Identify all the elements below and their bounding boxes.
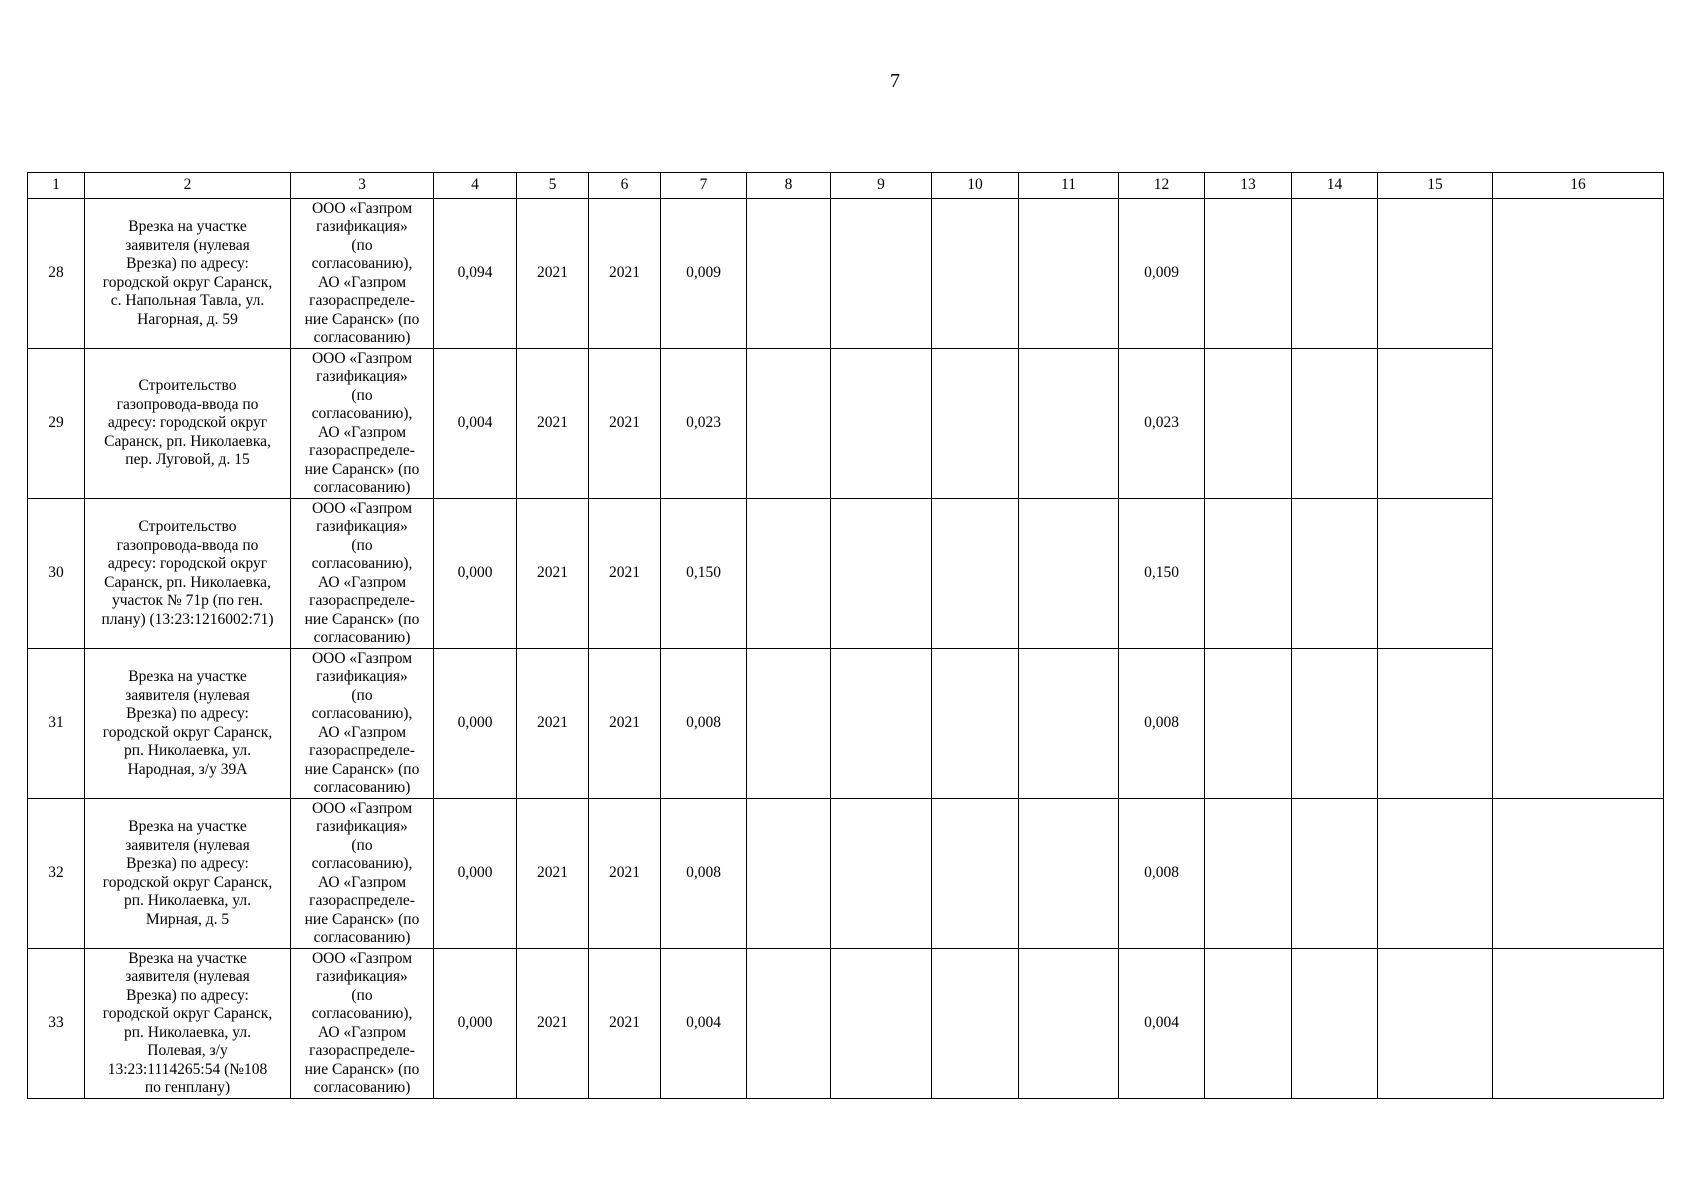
empty-cell	[1205, 949, 1292, 1099]
executor-cell-line: (по	[351, 386, 373, 404]
value-cell: 0,004	[661, 949, 747, 1099]
column-header: 3	[291, 173, 434, 199]
empty-cell	[1292, 949, 1378, 1099]
table-row	[28, 949, 1664, 1099]
empty-cell	[831, 499, 932, 649]
start-year-cell: 2021	[517, 949, 589, 1099]
end-year-cell: 2021	[589, 199, 661, 349]
object-cell-line: рп. Николаевка, ул.	[124, 742, 251, 759]
executor-cell-line: газораспределе-	[309, 592, 415, 609]
empty-cell	[1493, 799, 1664, 949]
empty-cell	[831, 799, 932, 949]
object-cell	[85, 199, 291, 349]
executor-cell-line: ООО «Газпром	[311, 799, 413, 817]
column-header: 12	[1119, 173, 1205, 199]
executor-cell-line: ние Саранск» (по	[304, 1060, 420, 1078]
column-header: 9	[831, 173, 932, 199]
object-cell	[85, 499, 291, 649]
executor-cell-line: ООО «Газпром	[311, 649, 413, 667]
empty-cell	[932, 799, 1019, 949]
object-cell-line: заявителя (нулевая	[125, 686, 250, 704]
executor-cell-line: АО «Газпром	[317, 573, 407, 591]
executor-cell-line: газораспределе-	[309, 892, 415, 909]
empty-cell	[932, 949, 1019, 1099]
empty-cell	[1292, 499, 1378, 649]
empty-cell	[1205, 499, 1292, 649]
column-header: 2	[85, 173, 291, 199]
object-cell	[85, 949, 291, 1099]
executor-cell-line: газификация»	[316, 818, 408, 835]
empty-cell	[831, 199, 932, 349]
empty-cell	[1019, 799, 1119, 949]
executor-cell-line: согласованию),	[311, 405, 413, 422]
executor-cell-line: согласованию),	[311, 255, 413, 272]
start-year-cell: 2021	[517, 499, 589, 649]
object-cell-line: Саранск, рп. Николаевка,	[104, 432, 271, 450]
object-cell	[85, 799, 291, 949]
executor-cell-line: АО «Газпром	[317, 273, 407, 291]
value-cell: 0,008	[661, 799, 747, 949]
executor-cell-line: ние Саранск» (по	[304, 460, 420, 478]
executor-cell-line: согласованию),	[311, 1005, 413, 1022]
empty-cell	[747, 499, 831, 649]
object-cell-line: Строительство	[138, 377, 237, 395]
object-cell-line: городской округ Саранск,	[102, 873, 273, 891]
object-cell-line: газопровода-ввода по	[116, 395, 259, 413]
executor-cell-line: (по	[351, 236, 373, 254]
start-year-cell: 2021	[517, 649, 589, 799]
object-cell-line: городской округ Саранск,	[102, 723, 273, 741]
object-cell-line: 13:23:1114265:54 (№108	[107, 1060, 268, 1078]
executor-cell	[291, 499, 434, 649]
empty-cell	[1019, 949, 1119, 1099]
row-number-cell: 29	[28, 349, 85, 499]
object-cell-line: Полевая, з/у	[147, 1042, 228, 1059]
table-row	[28, 499, 1664, 649]
empty-cell	[1205, 649, 1292, 799]
table-row	[28, 199, 1664, 349]
value-cell: 0,008	[1119, 799, 1205, 949]
column-header: 6	[589, 173, 661, 199]
value-cell: 0,009	[661, 199, 747, 349]
executor-cell-line: ние Саранск» (по	[304, 610, 420, 628]
object-cell-line: Врезка) по адресу:	[126, 705, 249, 722]
executor-cell-line: газификация»	[316, 218, 408, 235]
table-row	[28, 799, 1664, 949]
executor-cell-line: АО «Газпром	[317, 1023, 407, 1041]
empty-cell	[1493, 949, 1664, 1099]
empty-cell	[1205, 349, 1292, 499]
header-row	[28, 173, 1664, 199]
object-cell	[85, 349, 291, 499]
executor-cell-line: газораспределе-	[309, 442, 415, 459]
object-cell-line: рп. Николаевка, ул.	[124, 1023, 251, 1041]
column-header: 8	[747, 173, 831, 199]
start-year-cell: 2021	[517, 349, 589, 499]
empty-cell	[831, 649, 932, 799]
object-cell-line: заявителя (нулевая	[125, 236, 250, 254]
column-header: 10	[932, 173, 1019, 199]
executor-cell-line: ООО «Газпром	[311, 499, 413, 517]
empty-cell	[747, 949, 831, 1099]
table-row	[28, 649, 1664, 799]
empty-cell	[1019, 649, 1119, 799]
column-header: 4	[434, 173, 517, 199]
executor-cell-line: согласованию),	[311, 555, 413, 572]
empty-cell	[1378, 799, 1493, 949]
value-cell: 0,000	[434, 949, 517, 1099]
row-number-cell: 31	[28, 649, 85, 799]
empty-cell	[932, 199, 1019, 349]
end-year-cell: 2021	[589, 349, 661, 499]
executor-cell	[291, 799, 434, 949]
executor-cell-line: (по	[351, 686, 373, 704]
executor-cell	[291, 649, 434, 799]
executor-cell-line: газификация»	[316, 368, 408, 385]
executor-cell-line: газификация»	[316, 518, 408, 535]
value-cell: 0,004	[434, 349, 517, 499]
empty-cell	[1019, 499, 1119, 649]
executor-cell-line: согласованию)	[313, 329, 411, 346]
empty-cell	[1205, 199, 1292, 349]
column-header: 11	[1019, 173, 1119, 199]
empty-cell	[747, 799, 831, 949]
start-year-cell: 2021	[517, 199, 589, 349]
executor-cell-line: газораспределе-	[309, 1042, 415, 1059]
executor-cell-line: согласованию),	[311, 855, 413, 872]
value-cell: 0,004	[1119, 949, 1205, 1099]
end-year-cell: 2021	[589, 499, 661, 649]
row-number-cell: 30	[28, 499, 85, 649]
value-cell: 0,000	[434, 499, 517, 649]
column-header: 13	[1205, 173, 1292, 199]
data-table	[27, 172, 1664, 1099]
object-cell-line: Врезка) по адресу:	[126, 255, 249, 272]
object-cell-line: Врезка на участке	[128, 668, 247, 685]
object-cell-line: рп. Николаевка, ул.	[124, 892, 251, 909]
empty-cell	[1292, 349, 1378, 499]
executor-cell-line: ООО «Газпром	[311, 949, 413, 967]
object-cell-line: Строительство	[138, 518, 237, 535]
object-cell-line: по генплану)	[144, 1079, 231, 1096]
object-cell-line: заявителя (нулевая	[125, 836, 250, 854]
value-cell: 0,009	[1119, 199, 1205, 349]
empty-cell	[1292, 199, 1378, 349]
column-header: 16	[1493, 173, 1664, 199]
empty-cell	[1378, 949, 1493, 1099]
executor-cell	[291, 199, 434, 349]
empty-cell	[1378, 349, 1493, 499]
row-number-cell: 28	[28, 199, 85, 349]
object-cell-line: адресу: городской округ	[107, 414, 268, 432]
column-header: 1	[28, 173, 85, 199]
end-year-cell: 2021	[589, 649, 661, 799]
merged-cell	[1493, 199, 1664, 799]
object-cell-line: Врезка) по адресу:	[126, 855, 249, 872]
value-cell: 0,008	[661, 649, 747, 799]
empty-cell	[831, 949, 932, 1099]
value-cell: 0,023	[1119, 349, 1205, 499]
end-year-cell: 2021	[589, 949, 661, 1099]
object-cell	[85, 649, 291, 799]
value-cell: 0,023	[661, 349, 747, 499]
executor-cell-line: АО «Газпром	[317, 873, 407, 891]
object-cell-line: Врезка) по адресу:	[126, 986, 249, 1004]
object-cell-line: участок № 71р (по ген.	[111, 592, 264, 609]
empty-cell	[932, 499, 1019, 649]
empty-cell	[1292, 799, 1378, 949]
empty-cell	[1205, 799, 1292, 949]
page-number: 7	[890, 70, 900, 92]
executor-cell-line: ние Саранск» (по	[304, 760, 420, 778]
object-cell-line: городской округ Саранск,	[102, 1005, 273, 1022]
object-cell-line: заявителя (нулевая	[125, 968, 250, 985]
executor-cell-line: ООО «Газпром	[311, 199, 413, 217]
executor-cell-line: согласованию)	[313, 1079, 411, 1096]
executor-cell-line: ние Саранск» (по	[304, 910, 420, 928]
executor-cell-line: согласованию)	[313, 929, 411, 946]
object-cell-line: адресу: городской округ	[107, 555, 268, 572]
empty-cell	[1378, 199, 1493, 349]
object-cell-line: плану) (13:23:1216002:71)	[101, 610, 274, 628]
object-cell-line: Мирная, д. 5	[145, 910, 230, 928]
empty-cell	[1019, 349, 1119, 499]
empty-cell	[747, 649, 831, 799]
object-cell-line: Врезка на участке	[128, 818, 247, 835]
executor-cell-line: ООО «Газпром	[311, 349, 413, 367]
executor-cell-line: АО «Газпром	[317, 723, 407, 741]
empty-cell	[932, 649, 1019, 799]
executor-cell-line: (по	[351, 986, 373, 1004]
end-year-cell: 2021	[589, 799, 661, 949]
object-cell-line: Саранск, рп. Николаевка,	[104, 573, 271, 591]
value-cell: 0,150	[1119, 499, 1205, 649]
object-cell-line: газопровода-ввода по	[116, 536, 259, 554]
start-year-cell: 2021	[517, 799, 589, 949]
row-number-cell: 32	[28, 799, 85, 949]
executor-cell-line: АО «Газпром	[317, 423, 407, 441]
empty-cell	[747, 199, 831, 349]
empty-cell	[1378, 499, 1493, 649]
table-row	[28, 349, 1664, 499]
object-cell-line: с. Напольная Тавла, ул.	[110, 292, 265, 309]
empty-cell	[1292, 649, 1378, 799]
executor-cell	[291, 949, 434, 1099]
value-cell: 0,000	[434, 649, 517, 799]
executor-cell-line: согласованию),	[311, 705, 413, 722]
value-cell: 0,000	[434, 799, 517, 949]
empty-cell	[1378, 649, 1493, 799]
executor-cell-line: согласованию)	[313, 779, 411, 796]
object-cell-line: Народная, з/у 39А	[127, 760, 248, 778]
value-cell: 0,008	[1119, 649, 1205, 799]
object-cell-line: Нагорная, д. 59	[137, 310, 238, 328]
empty-cell	[831, 349, 932, 499]
column-header: 5	[517, 173, 589, 199]
value-cell: 0,150	[661, 499, 747, 649]
executor-cell-line: газификация»	[316, 968, 408, 985]
empty-cell	[1019, 199, 1119, 349]
object-cell-line: Врезка на участке	[128, 218, 247, 235]
row-number-cell: 33	[28, 949, 85, 1099]
executor-cell-line: (по	[351, 536, 373, 554]
empty-cell	[932, 349, 1019, 499]
executor-cell-line: (по	[351, 836, 373, 854]
column-header: 7	[661, 173, 747, 199]
value-cell: 0,094	[434, 199, 517, 349]
empty-cell	[747, 349, 831, 499]
object-cell-line: городской округ Саранск,	[102, 273, 273, 291]
executor-cell-line: газификация»	[316, 668, 408, 685]
object-cell-line: Врезка на участке	[128, 949, 247, 967]
executor-cell-line: согласованию)	[313, 479, 411, 496]
executor-cell-line: согласованию)	[313, 629, 411, 646]
executor-cell-line: газораспределе-	[309, 292, 415, 309]
executor-cell-line: ние Саранск» (по	[304, 310, 420, 328]
executor-cell	[291, 349, 434, 499]
object-cell-line: пер. Луговой, д. 15	[125, 451, 250, 469]
column-header: 14	[1292, 173, 1378, 199]
executor-cell-line: газораспределе-	[309, 742, 415, 759]
column-header: 15	[1378, 173, 1493, 199]
